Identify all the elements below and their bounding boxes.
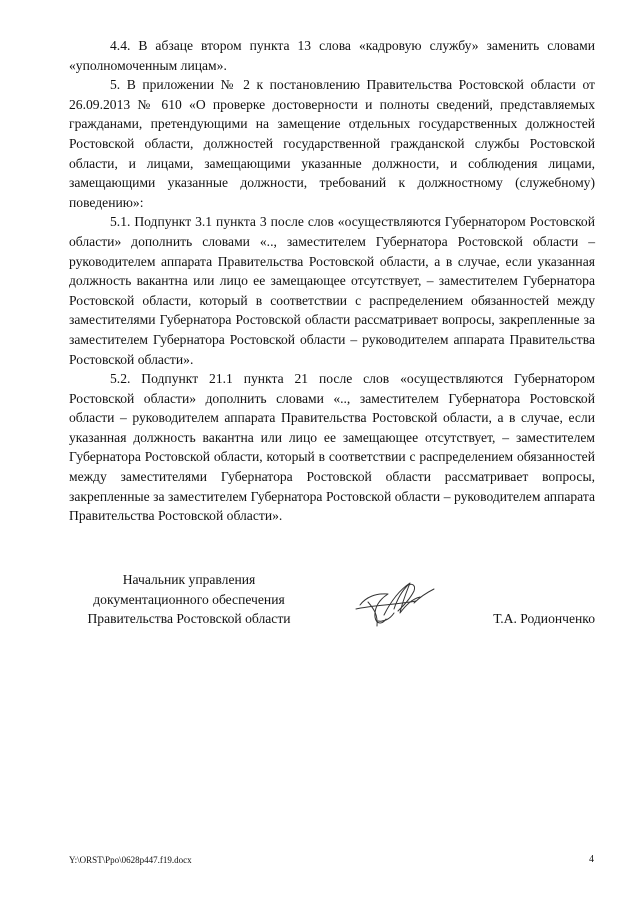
footer-file-path: Y:\ORST\Ppo\0628p447.f19.docx <box>69 855 192 865</box>
handwritten-signature <box>354 575 436 631</box>
document-body <box>69 36 595 526</box>
signatory-position-line: Начальник управления <box>122 572 256 587</box>
page-number: 4 <box>589 854 594 865</box>
paragraph-4-4: 4.4. В абзаце втором пункта 13 слова «кадровую службу» заменить словами «уполномоченным лицам». <box>69 38 595 73</box>
signatory-position <box>69 570 309 629</box>
paragraph-5: 5. В приложении № 2 к постановлению Правительства Ростовской области от 26.09.2013 № 610 «О проверке достоверности и полноты сведений, представляемых гражданами, претендующими на замещение отдельных государственных должностей Ростовской области, должностей государственной гражданской службы Ростовской области, и лицами, замещающими указанные должности, и соблюдения лицами, замещающими указанные должности, требований к должностному (служебному) поведению»: <box>69 77 595 210</box>
signatory-position-line: документационного обеспечения <box>93 591 285 607</box>
signatory-position-line: Правительства Ростовской области <box>87 611 291 627</box>
paragraph-5-2: 5.2. Подпункт 21.1 пункта 21 после слов «осуществляются Губернатором Ростовской области» дополнить словами «.., заместителем Губернатора Ростовской области – руководителем аппарата Правительства Ростовской области, а в случае, если указанная должность вакантна или лицо ее замещающее отсутствует, – заместителем Губернатора Ростовской области, который в соответствии с распределением обязанностей между заместителями Губернатора Ростовской области рассматривает вопросы, закрепленные за заместителем Губернатора Ростовской области – руководителем аппарата Правительства Ростовской области». <box>69 371 595 524</box>
signer-name: Т.А. Родионченко <box>493 611 595 626</box>
paragraph-5-1: 5.1. Подпункт 3.1 пункта 3 после слов «осуществляются Губернатором Ростовской области» дополнить словами «.., заместителем Губернатора Ростовской области – руководителем аппарата Правительства Ростовской области, а в случае, если указанная должность вакантна или лицо ее замещающее отсутствует, – заместителем Губернатора Ростовской области, который в соответствии с распределением обязанностей между заместителями Губернатора Ростовской области рассматривает вопросы, закрепленные за заместителем Губернатора Ростовской области – руководителем аппарата Правительства Ростовской области». <box>69 214 595 367</box>
